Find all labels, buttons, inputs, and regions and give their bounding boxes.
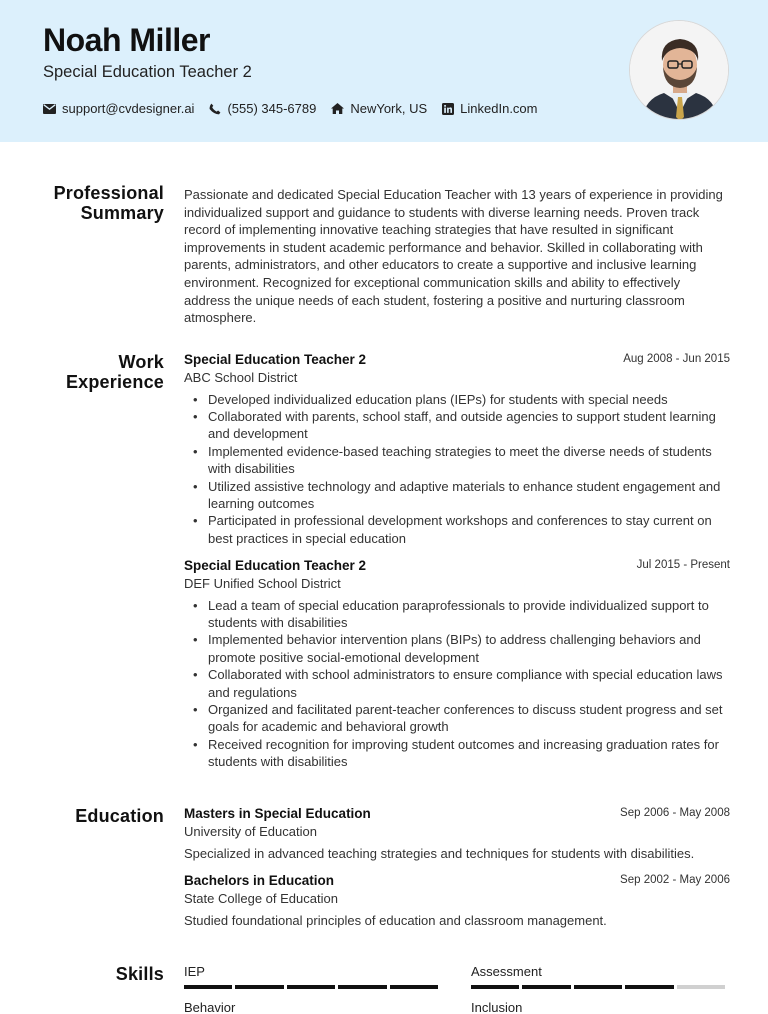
envelope-icon	[43, 104, 56, 114]
job-organization: ABC School District	[184, 370, 298, 385]
skill-level-bar	[471, 985, 728, 989]
job-bullet: • Implemented evidence-based teaching strategies to meet the diverse needs of students with disabilities	[208, 443, 730, 478]
skill-level-segment	[235, 985, 283, 989]
section-title-education	[75, 806, 164, 826]
education-entry	[184, 805, 730, 862]
skill-item	[471, 1000, 728, 1014]
job-bullet: • Participated in professional development workshops and conferences to stay current on best practices in special education	[208, 512, 730, 547]
education-description: Studied foundational principles of education and classroom management.	[184, 912, 607, 928]
job-bullet: • Utilized assistive technology and adaptive materials to enhance student engagement and learning outcomes	[208, 478, 730, 513]
skill-name: IEP	[184, 964, 205, 979]
education-description: Specialized in advanced teaching strategies and techniques for students with disabilities.	[184, 845, 695, 861]
job-dates: Jul 2015 - Present	[636, 559, 730, 571]
school-name: State College of Education	[184, 891, 338, 906]
job-organization: DEF Unified School District	[184, 576, 341, 591]
job-bullet: • Lead a team of special education paraprofessionals to provide individualized support to students with disabilities	[208, 597, 730, 632]
location-text: NewYork, US	[350, 101, 428, 116]
summary-text: Passionate and dedicated Special Education Teacher with 13 years of experience in providing individualized support and guidance to students with diverse learning needs. Proven track record of implementing innovative teaching strategies that have resulted in significant improvements in student academic performance and behavior. Skilled in collaborating with parents, administrators, and other educators to create a supportive and inclusive learning environment. Recognized for exceptional communication skills and ability to effectively address the unique needs of each student, fostering a positive and nurturing classroom atmosphere.	[184, 187, 723, 326]
skill-name: Behavior	[184, 1000, 236, 1014]
degree-title: Masters in Special Education	[184, 806, 371, 821]
linkedin-text: LinkedIn.com	[460, 101, 538, 116]
job-bullets	[208, 391, 730, 548]
section-title-skills-text: Skills	[115, 964, 164, 984]
home-icon	[331, 103, 344, 114]
skill-level-segment	[625, 985, 673, 989]
job-bullet: • Received recognition for improving student outcomes and increasing graduation rates for students with disabilities	[208, 736, 730, 771]
contact-location[interactable]	[331, 101, 427, 116]
job-entry	[184, 557, 730, 771]
skill-level-segment	[390, 985, 438, 989]
phone-text: (555) 345-6789	[227, 101, 317, 116]
skill-item	[184, 964, 441, 989]
section-title-experience-text: Work Experience	[65, 352, 164, 392]
education-dates: Sep 2002 - May 2006	[620, 874, 730, 886]
job-title: Special Education Teacher 2	[184, 558, 367, 573]
profile-photo	[629, 20, 729, 120]
job-bullet: • Collaborated with parents, school staff, and outside agencies to support student learning and development	[208, 408, 730, 443]
candidate-role: Special Education Teacher 2	[43, 63, 252, 81]
skill-name: Assessment	[471, 964, 542, 979]
job-entry	[184, 351, 730, 547]
skill-level-segment	[287, 985, 335, 989]
job-bullet: • Implemented behavior intervention plans (BIPs) to address challenging behaviors and promote positive social-emotional development	[208, 631, 730, 666]
contact-phone[interactable]	[209, 101, 316, 116]
skill-level-segment	[338, 985, 386, 989]
skill-item	[471, 964, 728, 989]
section-title-skills	[116, 964, 164, 984]
section-title-education-text: Education	[75, 806, 164, 826]
education-dates: Sep 2006 - May 2008	[620, 807, 730, 819]
job-bullet: • Organized and facilitated parent-teacher conferences to discuss student progress and set goals for academic and behavioral growth	[208, 701, 730, 736]
job-dates: Aug 2008 - Jun 2015	[623, 353, 730, 365]
email-text: support@cvdesigner.ai	[62, 101, 195, 116]
job-bullet: • Developed individualized education plans (IEPs) for students with special needs	[208, 391, 730, 408]
section-title-summary	[0, 183, 164, 223]
job-title: Special Education Teacher 2	[184, 352, 367, 367]
section-title-summary-text: Professional Summary	[53, 183, 164, 223]
degree-title: Bachelors in Education	[184, 873, 335, 888]
skill-item	[184, 1000, 441, 1014]
resume-header	[0, 0, 768, 142]
job-bullets	[208, 597, 730, 771]
skill-name: Inclusion	[471, 1000, 523, 1014]
skill-level-bar	[184, 985, 441, 989]
skill-level-segment	[522, 985, 570, 989]
contact-bar	[43, 101, 553, 116]
linkedin-icon	[442, 103, 454, 115]
phone-icon	[209, 103, 221, 115]
skill-level-segment	[184, 985, 232, 989]
skill-level-segment	[471, 985, 519, 989]
skill-level-segment	[677, 985, 725, 989]
school-name: University of Education	[184, 824, 317, 839]
candidate-name: Noah Miller	[43, 22, 210, 58]
contact-email[interactable]	[43, 101, 194, 116]
skill-level-segment	[574, 985, 622, 989]
education-entry	[184, 872, 730, 929]
contact-linkedin[interactable]	[442, 101, 537, 116]
job-bullet: • Collaborated with school administrators to ensure compliance with special education laws and regulations	[208, 666, 730, 701]
section-title-experience	[54, 352, 164, 392]
